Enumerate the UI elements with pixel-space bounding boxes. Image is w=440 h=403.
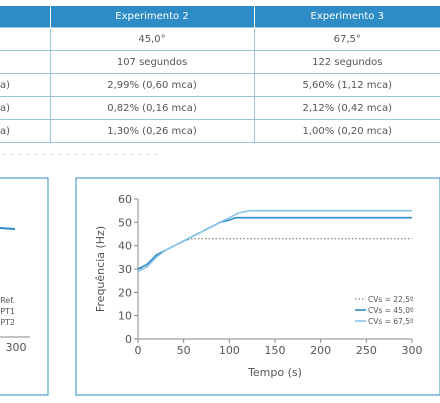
table-cell: 5,60% (1,12 mca) [254,74,440,97]
table-cell: 45,0° [50,28,254,51]
x-tick-label: 0 [134,344,142,357]
legend-label: CVs = 22,5º [368,295,414,304]
results-table [0,6,440,143]
y-ticks [118,193,138,346]
table-row [0,97,440,120]
y-tick-label: 20 [118,286,132,300]
table-cell: 1,00% (0,20 mca) [254,120,440,143]
table-header-row [0,6,440,28]
x-tick-label: 250 [355,344,377,357]
table-cell: 67,5° [254,28,440,51]
left-chart-panel [0,178,48,395]
y-tick-label: 0 [125,333,132,346]
y-tick-label: 50 [118,216,132,230]
legend-label: CVs = 45,0º [368,306,414,315]
header-cell-experimento-2: Experimento 2 [50,6,254,28]
table-cell: 122 segundos [254,51,440,74]
legend-label: CVs = 67,5º [368,317,414,326]
left-legend-item: PT2 [0,318,15,327]
y-tick-label: 40 [118,239,132,253]
x-tick-label: 150 [264,344,286,357]
x-ticks [135,339,423,357]
x-axis-label: Tempo (s) [248,366,302,379]
row-label: a) [0,120,50,143]
row-label [0,51,50,74]
x-tick-label: 100 [218,344,240,357]
y-tick-label: 10 [118,309,132,323]
x-tick-label: 50 [176,344,191,357]
charts-area [0,170,440,403]
row-label: a) [0,74,50,97]
table-cell: 2,99% (0,60 mca) [50,74,254,97]
table-cell: 2,12% (0,42 mca) [254,97,440,120]
chart-legend [355,295,414,326]
header-cell-experimento-3: Experimento 3 [254,6,440,28]
table-cell: 107 segundos [50,51,254,74]
y-tick-label: 30 [118,263,132,276]
table-row [0,28,440,51]
table-row [0,120,440,143]
series-line [138,211,412,272]
frequency-chart [94,193,423,379]
row-label [0,28,50,51]
x-tick-label: 200 [310,344,332,357]
left-legend-item: PT1 [0,307,15,316]
header-cell [0,6,50,28]
x-tick-label: 300 [401,344,423,357]
decorative-dot-divider [0,150,160,158]
table-row [0,51,440,74]
table-row [0,74,440,97]
table-cell: 0,82% (0,16 mca) [50,97,254,120]
y-axis-label: Frequência (Hz) [94,225,107,313]
series-lines [138,211,412,272]
left-legend-item: Ref. [0,296,15,305]
left-chart-line [0,228,15,229]
row-label: a) [0,97,50,120]
table-cell: 1,30% (0,26 mca) [50,120,254,143]
y-tick-label: 60 [118,193,132,206]
left-chart-frame [0,178,48,395]
left-chart-x-tick: 300 [5,341,27,354]
